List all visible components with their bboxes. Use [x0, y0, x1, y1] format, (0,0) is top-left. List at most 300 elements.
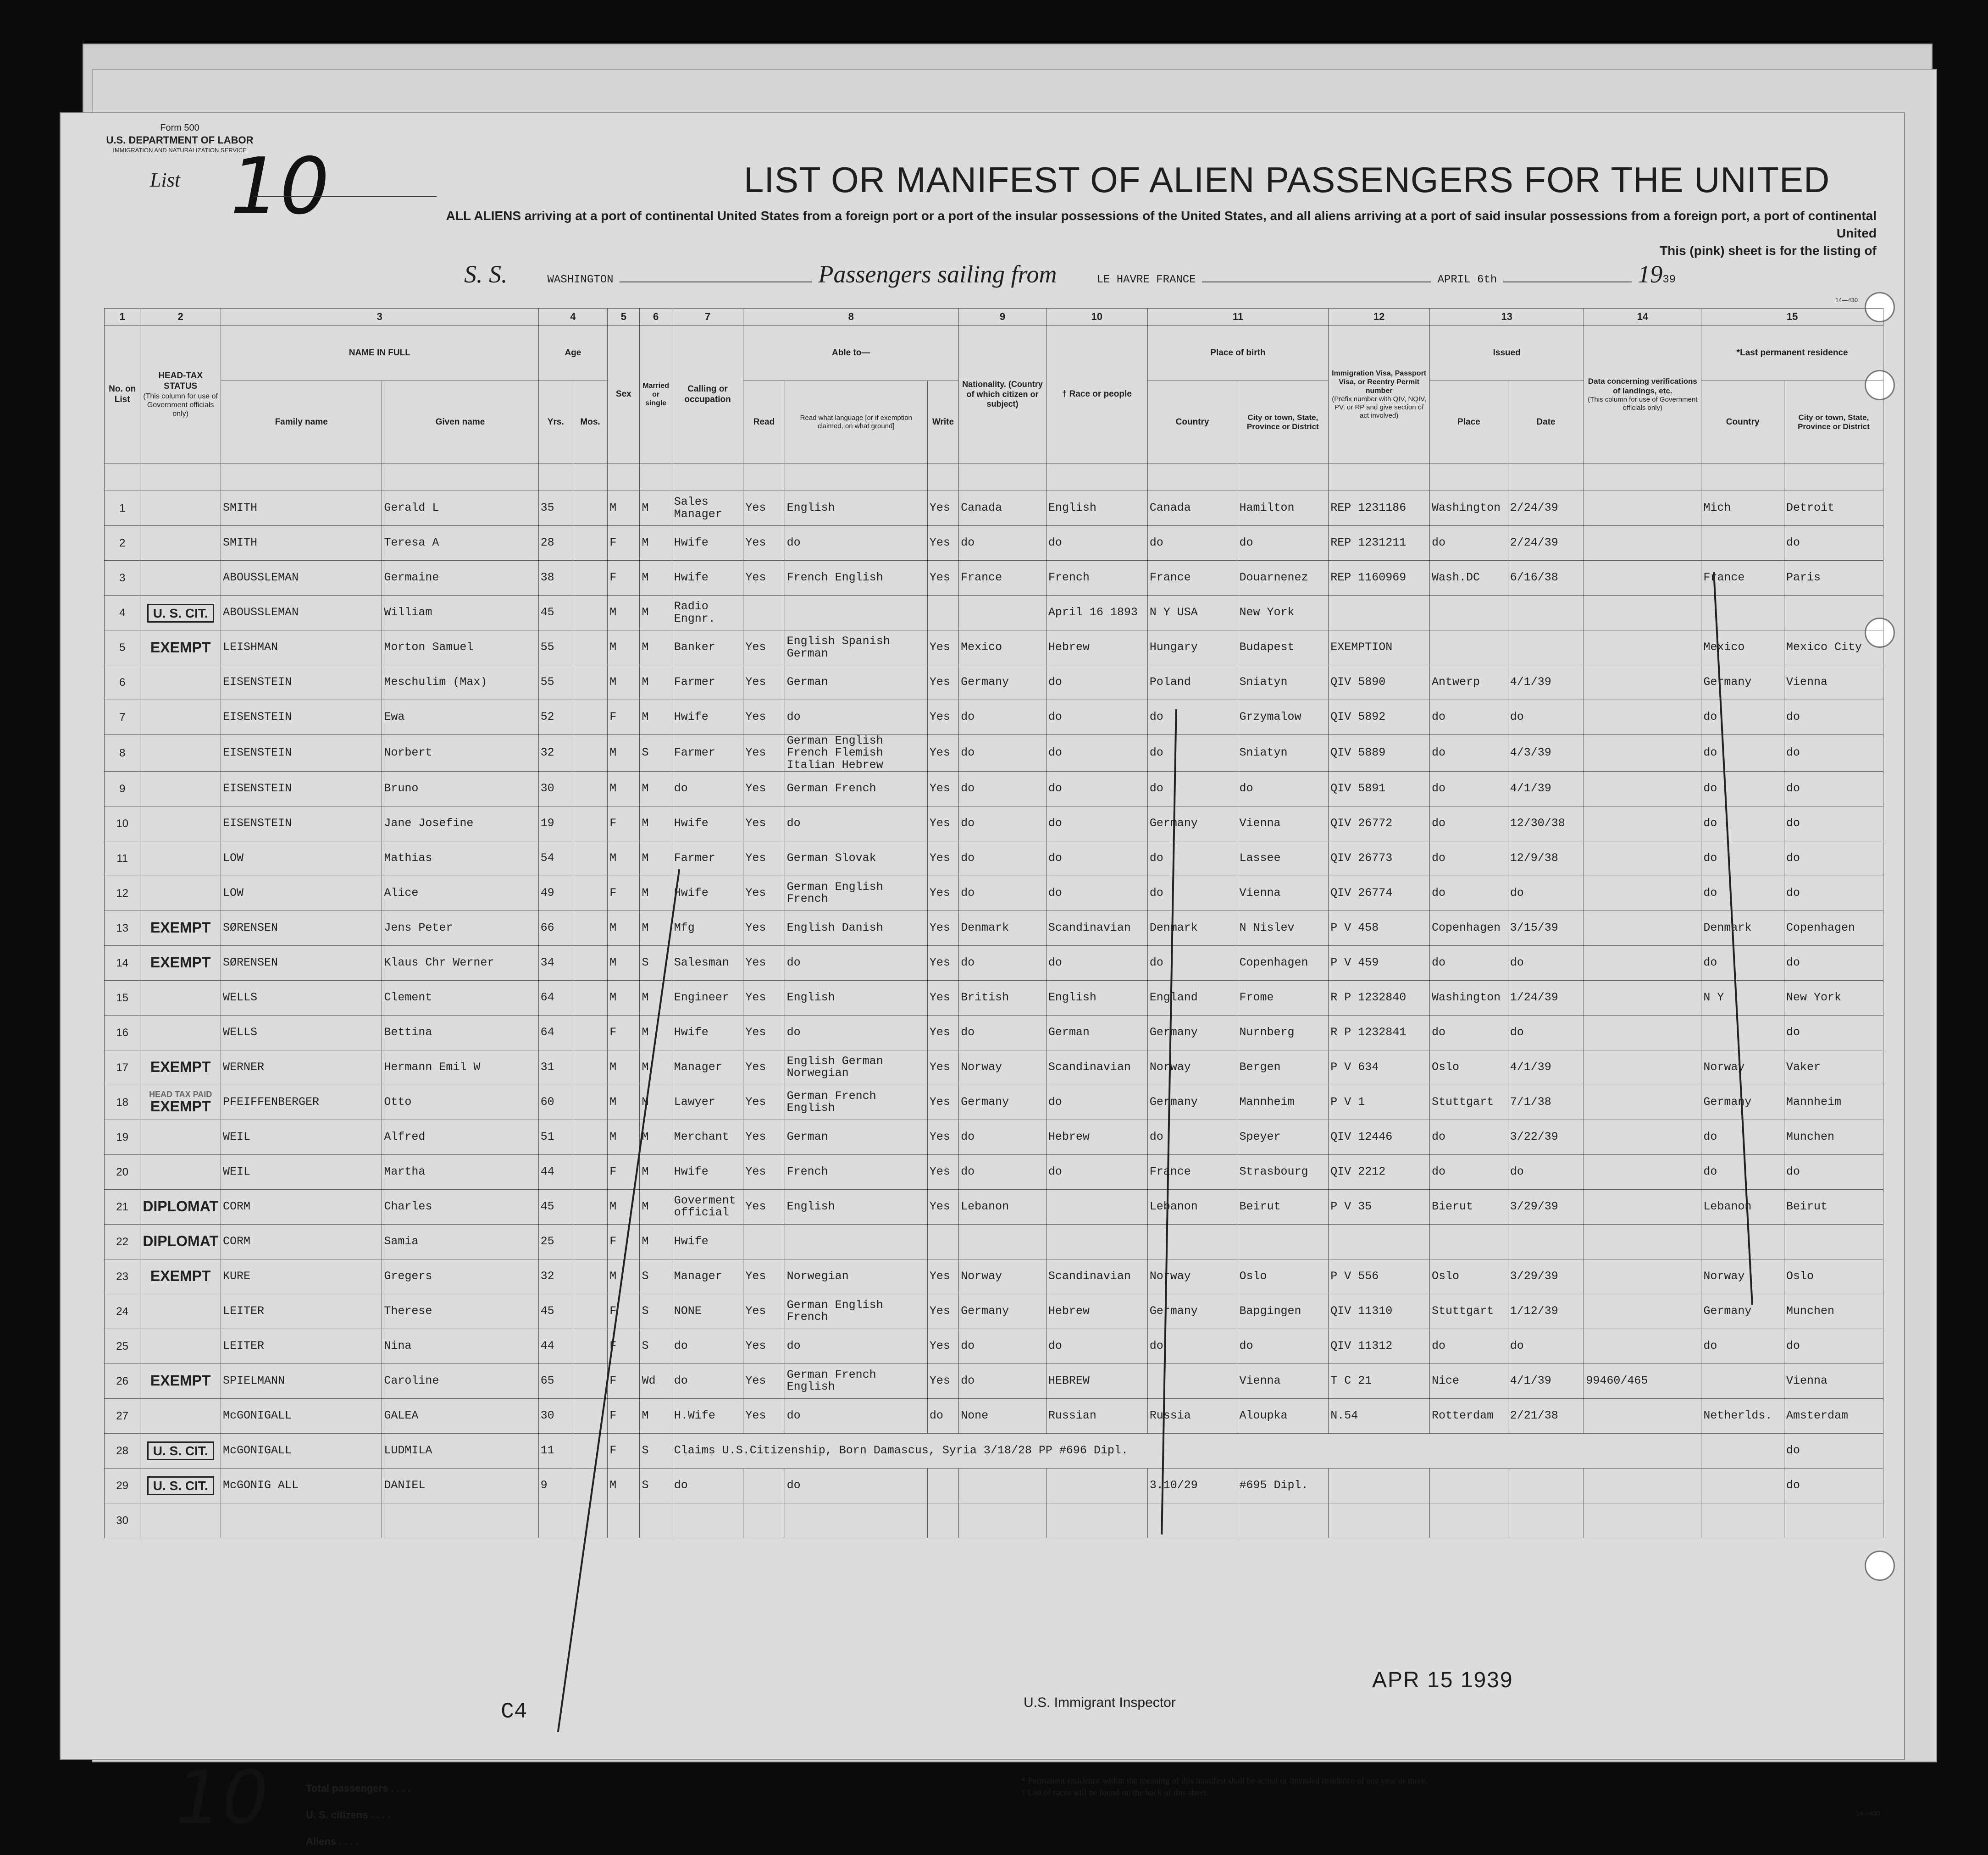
nationality: do [959, 1154, 1047, 1189]
birth-country: Germany [1147, 1085, 1237, 1120]
head-tax-status [140, 1503, 221, 1538]
visa-number: N.54 [1329, 1398, 1430, 1433]
service: IMMIGRATION AND NATURALIZATION SERVICE [113, 146, 247, 154]
race: Hebrew [1046, 1294, 1147, 1329]
head-tax-status: EXEMPT [140, 945, 221, 980]
sex: F [608, 561, 640, 596]
residence-country [1701, 1015, 1784, 1050]
header-issued-date: Date [1508, 381, 1584, 464]
family-name: SMITH [221, 491, 382, 526]
can-write: Yes [927, 1259, 958, 1294]
header-given-name: Given name [382, 381, 538, 464]
col-num: 7 [672, 309, 743, 326]
residence-country: do [1701, 1329, 1784, 1364]
age-years: 66 [538, 911, 573, 945]
nationality: do [959, 841, 1047, 876]
visa-number: EXEMPTION [1329, 630, 1430, 665]
nationality: do [959, 771, 1047, 806]
column-number-row [105, 309, 1883, 326]
residence-city: Munchen [1784, 1294, 1883, 1329]
residence-country: do [1701, 735, 1784, 772]
age-years: 44 [538, 1329, 573, 1364]
read-language: do [785, 1398, 927, 1433]
header-race: † Race or people [1046, 326, 1147, 464]
head-tax-status [140, 1468, 221, 1503]
family-name: EISENSTEIN [221, 700, 382, 735]
residence-country: Mich [1701, 491, 1784, 526]
birth-country: Norway [1147, 1259, 1237, 1294]
head-tax-note: (This column for use of Government officials only) [143, 392, 218, 418]
residence-country: do [1701, 876, 1784, 911]
head-tax-status [140, 1433, 221, 1468]
race [1046, 1224, 1147, 1259]
age-years: 45 [538, 1294, 573, 1329]
sex: F [608, 1364, 640, 1398]
issued-place: do [1430, 526, 1508, 561]
nationality [959, 596, 1047, 630]
row-number: 7 [105, 700, 140, 735]
birth-country: do [1147, 700, 1237, 735]
can-read: Yes [743, 1120, 785, 1154]
landing-data [1584, 700, 1701, 735]
table-row [105, 526, 1883, 561]
race: do [1046, 806, 1147, 841]
birth-city [1237, 1503, 1329, 1538]
age-years: 9 [538, 1468, 573, 1503]
issued-date [1508, 596, 1584, 630]
status-stamp: U. S. CIT. [147, 1476, 214, 1495]
voyage-line [464, 260, 1676, 288]
read-language: do [785, 1468, 927, 1503]
age-months [573, 841, 607, 876]
landing-data [1584, 1189, 1701, 1224]
age-months [573, 596, 607, 630]
row-number: 28 [105, 1433, 140, 1468]
visa-number: T C 21 [1329, 1364, 1430, 1398]
nationality [959, 1224, 1047, 1259]
issued-date [1508, 1224, 1584, 1259]
can-write: Yes [927, 980, 958, 1015]
col-num: 8 [743, 309, 959, 326]
head-tax-status [140, 526, 221, 561]
table-row [105, 700, 1883, 735]
race: do [1046, 526, 1147, 561]
age-months [573, 1364, 607, 1398]
age-months [573, 1015, 607, 1050]
marital-status: M [640, 1189, 672, 1224]
race: English [1046, 980, 1147, 1015]
birth-city: #695 Dipl. [1237, 1468, 1329, 1503]
age-years: 44 [538, 1154, 573, 1189]
residence-city [1784, 1503, 1883, 1538]
race: do [1046, 1154, 1147, 1189]
table-row [105, 1259, 1883, 1294]
visa-number: QIV 5890 [1329, 665, 1430, 700]
col-num: 10 [1046, 309, 1147, 326]
residence-country: Norway [1701, 1050, 1784, 1085]
landing-data [1584, 630, 1701, 665]
given-name: Klaus Chr Werner [382, 945, 538, 980]
residence-city: Vienna [1784, 665, 1883, 700]
occupation: Lawyer [672, 1085, 743, 1120]
table-row [105, 911, 1883, 945]
read-language: do [785, 806, 927, 841]
issued-place: Copenhagen [1430, 911, 1508, 945]
occupation: Goverment official [672, 1189, 743, 1224]
status-stamp: U. S. CIT. [147, 604, 214, 623]
residence-country [1701, 1503, 1784, 1538]
read-language: French English [785, 561, 927, 596]
residence-city: Vienna [1784, 1364, 1883, 1398]
given-name: LUDMILA [382, 1433, 538, 1468]
residence-city: Mannheim [1784, 1085, 1883, 1120]
head-tax-status: DIPLOMAT [140, 1189, 221, 1224]
age-years: 55 [538, 630, 573, 665]
given-name: Jens Peter [382, 911, 538, 945]
sex: F [608, 806, 640, 841]
occupation: Hwife [672, 876, 743, 911]
row-number: 2 [105, 526, 140, 561]
landing-data [1584, 526, 1701, 561]
family-name: WEIL [221, 1120, 382, 1154]
birth-city: do [1237, 1329, 1329, 1364]
can-write: Yes [927, 806, 958, 841]
sex: F [608, 1398, 640, 1433]
age-months [573, 771, 607, 806]
footer-totals [306, 1775, 410, 1855]
given-name: Meschulim (Max) [382, 665, 538, 700]
nationality: do [959, 700, 1047, 735]
age-months [573, 630, 607, 665]
table-row [105, 945, 1883, 980]
family-name: McGONIG ALL [221, 1468, 382, 1503]
race [1046, 1189, 1147, 1224]
head-tax-status [140, 735, 221, 772]
issued-date: 3/22/39 [1508, 1120, 1584, 1154]
header-yrs: Yrs. [538, 381, 573, 464]
row-number: 25 [105, 1329, 140, 1364]
issued-date [1508, 1503, 1584, 1538]
visa-number: QIV 2212 [1329, 1154, 1430, 1189]
manifest-table [104, 308, 1883, 1538]
issued-date: 7/1/38 [1508, 1085, 1584, 1120]
given-name: Germaine [382, 561, 538, 596]
birth-city: Sniatyn [1237, 665, 1329, 700]
nationality: Lebanon [959, 1189, 1047, 1224]
can-write [927, 1503, 958, 1538]
given-name: Samia [382, 1224, 538, 1259]
sex: M [608, 945, 640, 980]
spacer-row [105, 464, 1883, 491]
read-language: German Slovak [785, 841, 927, 876]
landing-data [1584, 1329, 1701, 1364]
birth-country [1147, 1364, 1237, 1398]
head-tax-status [140, 700, 221, 735]
age-years: 35 [538, 491, 573, 526]
row-number: 30 [105, 1503, 140, 1538]
residence-city: New York [1784, 980, 1883, 1015]
row-number: 1 [105, 491, 140, 526]
form-code-top: 14—430 [1835, 297, 1858, 304]
marital-status [640, 1503, 672, 1538]
landing-data [1584, 1224, 1701, 1259]
residence-country: do [1701, 1154, 1784, 1189]
residence-city: Oslo [1784, 1259, 1883, 1294]
can-write: Yes [927, 1050, 958, 1085]
birth-city: Sniatyn [1237, 735, 1329, 772]
given-name: Alfred [382, 1120, 538, 1154]
sex: F [608, 1329, 640, 1364]
given-name: Martha [382, 1154, 538, 1189]
can-write: Yes [927, 735, 958, 772]
departure-date: APRIL 6th [1437, 274, 1497, 286]
read-language [785, 596, 927, 630]
occupation: Farmer [672, 735, 743, 772]
header-calling: Calling or occupation [672, 326, 743, 464]
given-name: Clement [382, 980, 538, 1015]
sex: F [608, 1224, 640, 1259]
table-row [105, 841, 1883, 876]
department: U.S. DEPARTMENT OF LABOR [106, 134, 254, 146]
occupation: do [672, 1468, 743, 1503]
residence-country: Lebanon [1701, 1189, 1784, 1224]
age-years: 64 [538, 1015, 573, 1050]
residence-city: do [1784, 735, 1883, 772]
header-read: Read [743, 381, 785, 464]
read-language: German French English [785, 1364, 927, 1398]
family-name: LOW [221, 841, 382, 876]
head-tax-status [140, 1329, 221, 1364]
age-months [573, 1224, 607, 1259]
issued-date: 3/15/39 [1508, 911, 1584, 945]
page-title: LIST OR MANIFEST OF ALIEN PASSENGERS FOR THE UNITED [744, 160, 1830, 200]
birth-country: France [1147, 561, 1237, 596]
race: do [1046, 700, 1147, 735]
birth-city: Copenhagen [1237, 945, 1329, 980]
birth-country: N Y USA [1147, 596, 1237, 630]
row-number: 19 [105, 1120, 140, 1154]
birth-country: do [1147, 771, 1237, 806]
race [1046, 1468, 1147, 1503]
issued-date: do [1508, 700, 1584, 735]
residence-city: Munchen [1784, 1120, 1883, 1154]
can-write: Yes [927, 945, 958, 980]
birth-country: do [1147, 1120, 1237, 1154]
family-name: WEIL [221, 1154, 382, 1189]
landing-data [1584, 491, 1701, 526]
nationality: Germany [959, 665, 1047, 700]
can-read: Yes [743, 700, 785, 735]
can-write: Yes [927, 1154, 958, 1189]
birth-city: Frome [1237, 980, 1329, 1015]
nationality: France [959, 561, 1047, 596]
can-read [743, 1503, 785, 1538]
residence-country [1701, 596, 1784, 630]
read-language [785, 1503, 927, 1538]
landing-data [1584, 876, 1701, 911]
race: do [1046, 665, 1147, 700]
header-res-city: City or town, State, Province or District [1784, 381, 1883, 464]
landings-title: Data concerning verifications of landings, etc. [1588, 377, 1697, 395]
can-read: Yes [743, 1259, 785, 1294]
family-name: ABOUSSLEMAN [221, 561, 382, 596]
row-number: 20 [105, 1154, 140, 1189]
race: do [1046, 735, 1147, 772]
given-name: Mathias [382, 841, 538, 876]
issued-place [1430, 596, 1508, 630]
residence-country: Netherlds. [1701, 1398, 1784, 1433]
birth-city: Grzymalow [1237, 700, 1329, 735]
issued-place: Stuttgart [1430, 1294, 1508, 1329]
given-name: GALEA [382, 1398, 538, 1433]
occupation: Farmer [672, 841, 743, 876]
given-name: Gregers [382, 1259, 538, 1294]
footer-notes [1021, 1775, 1428, 1799]
sex: M [608, 1189, 640, 1224]
page-marker: C4 [501, 1700, 527, 1724]
issued-place: Nice [1430, 1364, 1508, 1398]
issued-place: do [1430, 735, 1508, 772]
marital-status: M [640, 1085, 672, 1120]
header-issued: Issued [1430, 326, 1584, 381]
read-language: English Spanish German [785, 630, 927, 665]
nationality: Canada [959, 491, 1047, 526]
inspector-signature-line: U.S. Immigrant Inspector [1024, 1695, 1176, 1710]
given-name: Jane Josefine [382, 806, 538, 841]
residence-country [1701, 526, 1784, 561]
family-name: ABOUSSLEMAN [221, 596, 382, 630]
family-name: LEISHMAN [221, 630, 382, 665]
family-name: CORM [221, 1189, 382, 1224]
table-row [105, 561, 1883, 596]
occupation: Hwife [672, 1015, 743, 1050]
can-read: Yes [743, 630, 785, 665]
issued-place: do [1430, 1120, 1508, 1154]
birth-city: do [1237, 771, 1329, 806]
sex: M [608, 1468, 640, 1503]
head-tax-status [140, 1294, 221, 1329]
table-row [105, 665, 1883, 700]
race: do [1046, 771, 1147, 806]
birth-country [1147, 1224, 1237, 1259]
header-visa [1329, 326, 1430, 464]
birth-country: do [1147, 841, 1237, 876]
table-row [105, 806, 1883, 841]
age-years: 65 [538, 1364, 573, 1398]
given-name: Norbert [382, 735, 538, 772]
family-name: PFEIFFENBERGER [221, 1085, 382, 1120]
header-row-1 [105, 326, 1883, 381]
bottom-list-number: 10 [175, 1755, 269, 1840]
birth-country: Canada [1147, 491, 1237, 526]
nationality: Norway [959, 1050, 1047, 1085]
head-tax-status [140, 980, 221, 1015]
given-name: Alice [382, 876, 538, 911]
landing-data [1584, 735, 1701, 772]
residence-city: do [1784, 1329, 1883, 1364]
can-read: Yes [743, 806, 785, 841]
row-number: 18 [105, 1085, 140, 1120]
landing-data [1584, 1015, 1701, 1050]
issued-date: 4/3/39 [1508, 735, 1584, 772]
table-row [105, 491, 1883, 526]
issued-place: Washington [1430, 491, 1508, 526]
can-write [927, 1224, 958, 1259]
can-read [743, 1224, 785, 1259]
family-name: EISENSTEIN [221, 771, 382, 806]
table-row [105, 876, 1883, 911]
head-tax-status: EXEMPT [140, 1364, 221, 1398]
can-read: Yes [743, 1050, 785, 1085]
can-read: Yes [743, 911, 785, 945]
head-tax-status [140, 1154, 221, 1189]
can-write: Yes [927, 526, 958, 561]
status-stamp: U. S. CIT. [147, 1441, 214, 1460]
race: Hebrew [1046, 1120, 1147, 1154]
header-head-tax [140, 326, 221, 464]
occupation: Farmer [672, 665, 743, 700]
landings-note: (This column for use of Government officials only) [1588, 395, 1698, 412]
family-name: EISENSTEIN [221, 665, 382, 700]
table-row [105, 1294, 1883, 1329]
issued-date: 2/24/39 [1508, 526, 1584, 561]
head-tax-status: EXEMPT [140, 1050, 221, 1085]
residence-country: France [1701, 561, 1784, 596]
marital-status: M [640, 911, 672, 945]
residence-city [1784, 1224, 1883, 1259]
family-name: LOW [221, 876, 382, 911]
row-number: 26 [105, 1364, 140, 1398]
race: Hebrew [1046, 630, 1147, 665]
issued-date: 4/1/39 [1508, 1364, 1584, 1398]
nationality: do [959, 735, 1047, 772]
manifest-body [105, 464, 1883, 1538]
age-years: 52 [538, 700, 573, 735]
visa-number: QIV 5892 [1329, 700, 1430, 735]
can-read: Yes [743, 876, 785, 911]
can-read: Yes [743, 1015, 785, 1050]
given-name: Morton Samuel [382, 630, 538, 665]
issued-place: do [1430, 876, 1508, 911]
marital-status: M [640, 980, 672, 1015]
aliens-label: Aliens . . . . [306, 1836, 359, 1847]
family-name: SØRENSEN [221, 911, 382, 945]
nationality: do [959, 1364, 1047, 1398]
landing-data [1584, 911, 1701, 945]
us-citizens-label: U. S. citizens . . . . [306, 1809, 391, 1821]
header-read-lang: Read what language [or if exemption claimed, on what ground] [785, 381, 927, 464]
sex: M [608, 1050, 640, 1085]
sex: F [608, 1433, 640, 1468]
given-name: Nina [382, 1329, 538, 1364]
age-years: 64 [538, 980, 573, 1015]
birth-city [1237, 1224, 1329, 1259]
head-tax-status: EXEMPT [140, 911, 221, 945]
read-language: do [785, 700, 927, 735]
issued-place [1430, 1503, 1508, 1538]
read-language: do [785, 1329, 927, 1364]
birth-city: Budapest [1237, 630, 1329, 665]
table-row [105, 1468, 1883, 1503]
residence-city: Mexico City [1784, 630, 1883, 665]
residence-country [1701, 1468, 1784, 1503]
sex: M [608, 735, 640, 772]
marital-status: M [640, 630, 672, 665]
age-months [573, 561, 607, 596]
row-number: 15 [105, 980, 140, 1015]
row-number: 21 [105, 1189, 140, 1224]
birth-city: Bapgingen [1237, 1294, 1329, 1329]
